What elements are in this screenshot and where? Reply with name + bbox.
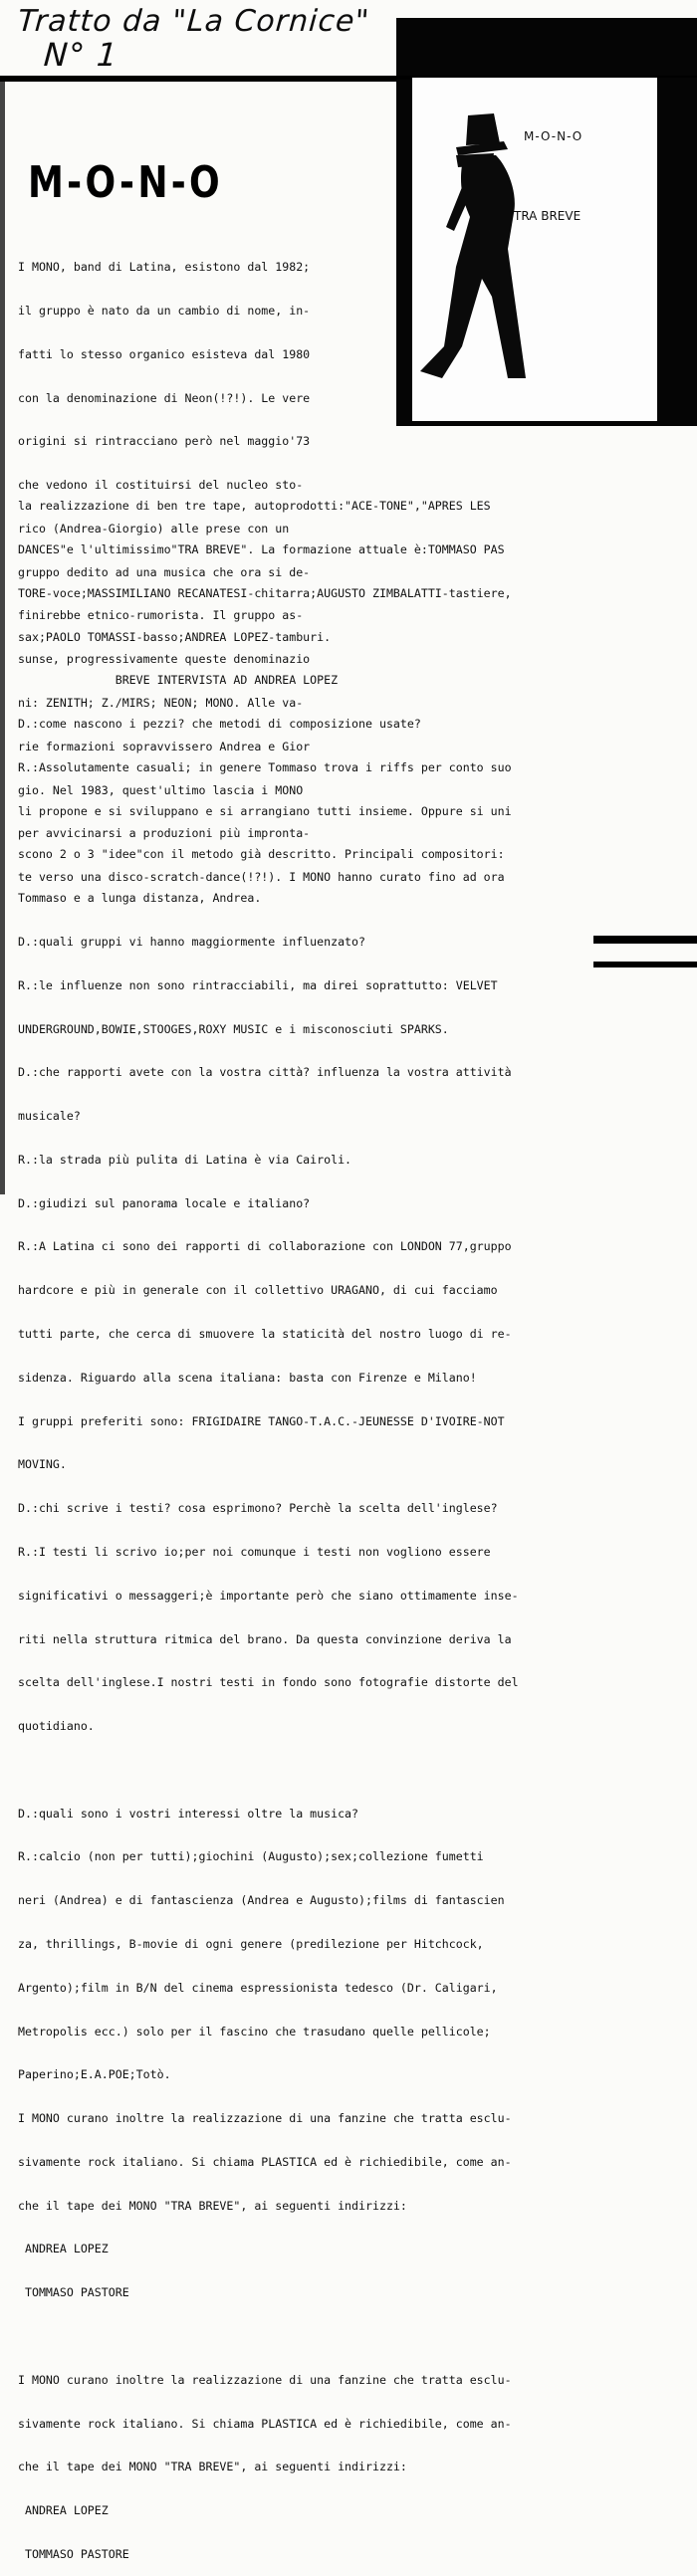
question-line: D.:quali sono i vostri interessi oltre la musica? — [18, 1806, 359, 1821]
cover-tape-title: TRA BREVE — [514, 209, 581, 223]
text-line: I gruppi preferiti sono: FRIGIDAIRE TANGO-T.A.C.-JEUNESSE D'IVOIRE-NOT — [18, 1413, 505, 1428]
answer-line: R.:le influenze non sono rintracciabili, ma direi soprattutto: VELVET — [18, 977, 498, 992]
text-line: DANCES"e l'ultimissimo"TRA BREVE". La formazione attuale è:TOMMASO PAS — [18, 541, 505, 556]
text-line: tutti parte, che cerca di smuovere la staticità del nostro luogo di re- — [18, 1327, 512, 1342]
text-line: sidenza. Riguardo alla scena italiana: basta con Firenze e Milano! — [18, 1370, 477, 1385]
text-line: che il tape dei MONO "TRA BREVE", ai seguenti indirizzi: — [18, 2460, 407, 2474]
text-line: sax;PAOLO TOMASSI-basso;ANDREA LOPEZ-tamburi. — [18, 629, 332, 644]
address-line: TOMMASO PASTORE — [18, 2546, 129, 2561]
text-line: I MONO, band di Latina, esistono dal 1982; — [18, 260, 311, 275]
answer-line: R.:la strada più pulita di Latina è via Cairoli. — [18, 1152, 352, 1167]
top-divider-rule — [0, 76, 396, 82]
text-line: TORE-voce;MASSIMILIANO RECANATESI-chitarra;AUGUSTO ZIMBALATTI-tastiere, — [18, 585, 512, 600]
text-line: Argento);film in B/N del cinema espressionista tedesco (Dr. Caligari, — [18, 1980, 498, 1995]
text-line: significativi o messaggeri;è importante però che siano ottimamente inse- — [18, 1588, 519, 1603]
blank-line — [18, 1763, 695, 1778]
text-line: ni: ZENITH; Z./MIRS; NEON; MONO. Alle va- — [18, 696, 304, 710]
text-line: scelta dell'inglese.I nostri testi in fondo sono fotografie distorte del — [18, 1675, 519, 1690]
article-title: M-O-N-O — [28, 157, 224, 208]
text-line: la realizzazione di ben tre tape, autoprodotti:"ACE-TONE","APRES LES — [18, 499, 491, 514]
text-line: sivamente rock italiano. Si chiama PLASTICA ed è richiedibile, come an- — [18, 2154, 512, 2169]
text-line: Metropolis ecc.) solo per il fascino che trasudano quelle pellicole; — [18, 2024, 491, 2039]
text-line: che il tape dei MONO "TRA BREVE", ai seguenti indirizzi: — [18, 2198, 407, 2213]
text-line: quotidiano. — [18, 1719, 95, 1734]
cover-band-name: M-O-N-O — [524, 129, 583, 143]
text-line: origini si rintracciano però nel maggio'73 — [18, 434, 311, 449]
question-line: D.:chi scrive i testi? cosa esprimono? Perchè la scelta dell'inglese? — [18, 1501, 498, 1516]
text-line: scono 2 o 3 "idee"con il metodo già descritto. Principali compositori: — [18, 847, 505, 862]
text-line: gio. Nel 1983, quest'ultimo lascia i MONO — [18, 782, 304, 797]
side-bar-mark — [593, 962, 697, 967]
address-line: ANDREA LOPEZ — [18, 2503, 109, 2518]
text-line: fatti lo stesso organico esisteva dal 1980 — [18, 346, 311, 361]
question-line: D.:che rapporti avete con la vostra città? influenza la vostra attività — [18, 1065, 512, 1080]
handwritten-issue-number: N° 1 — [42, 36, 119, 74]
text-line: musicale? — [18, 1109, 81, 1124]
question-line: D.:quali gruppi vi hanno maggiormente influenzato? — [18, 935, 366, 949]
interview-body — [18, 470, 695, 2576]
text-line: Paperino;E.A.POE;Totò. — [18, 2067, 171, 2082]
address-line: TOMMASO PASTORE — [18, 2285, 129, 2300]
interview-heading: BREVE INTERVISTA AD ANDREA LOPEZ — [18, 673, 339, 688]
answer-line: R.:A Latina ci sono dei rapporti di collaborazione con LONDON 77,gruppo — [18, 1239, 512, 1254]
side-bar-mark — [593, 936, 697, 944]
text-line: UNDERGROUND,BOWIE,STOOGES,ROXY MUSIC e i misconosciuti SPARKS. — [18, 1021, 449, 1036]
text-line: I MONO curano inoltre la realizzazione di una fanzine che tratta esclu- — [18, 2372, 512, 2387]
text-line: MOVING. — [18, 1457, 67, 1472]
text-line: per avvicinarsi a produzioni più impronta- — [18, 826, 311, 841]
text-line: hardcore e più in generale con il collettivo URAGANO, di cui facciamo — [18, 1283, 498, 1298]
address-line: ANDREA LOPEZ — [18, 2242, 109, 2256]
text-line: li propone e si sviluppano e si arrangiano tutti insieme. Oppure si uni — [18, 803, 512, 818]
answer-line: R.:I testi li scrivo io;per noi comunque i testi non vogliono essere — [18, 1544, 491, 1559]
blank-line — [18, 2329, 695, 2344]
text-line: neri (Andrea) e di fantascienza (Andrea e Augusto);films di fantascien — [18, 1893, 505, 1908]
handwritten-source-note: Tratto da "La Cornice" — [16, 4, 371, 39]
text-line: I MONO curano inoltre la realizzazione di una fanzine che tratta esclu- — [18, 2111, 512, 2126]
text-line: te verso una disco-scratch-dance(!?!). I MONO hanno curato fino ad ora — [18, 870, 505, 885]
question-line: D.:come nascono i pezzi? che metodi di composizione usate? — [18, 717, 421, 732]
answer-line: R.:calcio (non per tutti);giochini (Augusto);sex;collezione fumetti — [18, 1849, 484, 1864]
text-line: gruppo dedito ad una musica che ora si de- — [18, 564, 311, 579]
page-edge-shadow — [0, 76, 5, 1194]
text-line: il gruppo è nato da un cambio di nome, in- — [18, 303, 311, 318]
text-line: za, thrillings, B-movie di ogni genere (predilezione per Hitchcock, — [18, 1936, 484, 1951]
text-line: sunse, progressivamente queste denominazio — [18, 652, 311, 667]
text-line: sivamente rock italiano. Si chiama PLASTICA ed è richiedibile, come an- — [18, 2416, 512, 2431]
text-line: Tommaso e a lunga distanza, Andrea. — [18, 891, 262, 906]
answer-line: R.:Assolutamente casuali; in genere Tommaso trova i riffs per conto suo — [18, 759, 512, 774]
text-line: rico (Andrea-Giorgio) alle prese con un — [18, 521, 290, 536]
text-line: riti nella struttura ritmica del brano. Da questa convinzione deriva la — [18, 1631, 512, 1646]
question-line: D.:giudizi sul panorama locale e italiano? — [18, 1195, 311, 1210]
text-line: che vedono il costituirsi del nucleo sto- — [18, 478, 304, 493]
text-line: finirebbe etnico-rumorista. Il gruppo as- — [18, 608, 304, 623]
text-line: con la denominazione di Neon(!?!). Le vere — [18, 390, 311, 405]
text-line: rie formazioni sopravvissero Andrea e Gior — [18, 739, 311, 753]
